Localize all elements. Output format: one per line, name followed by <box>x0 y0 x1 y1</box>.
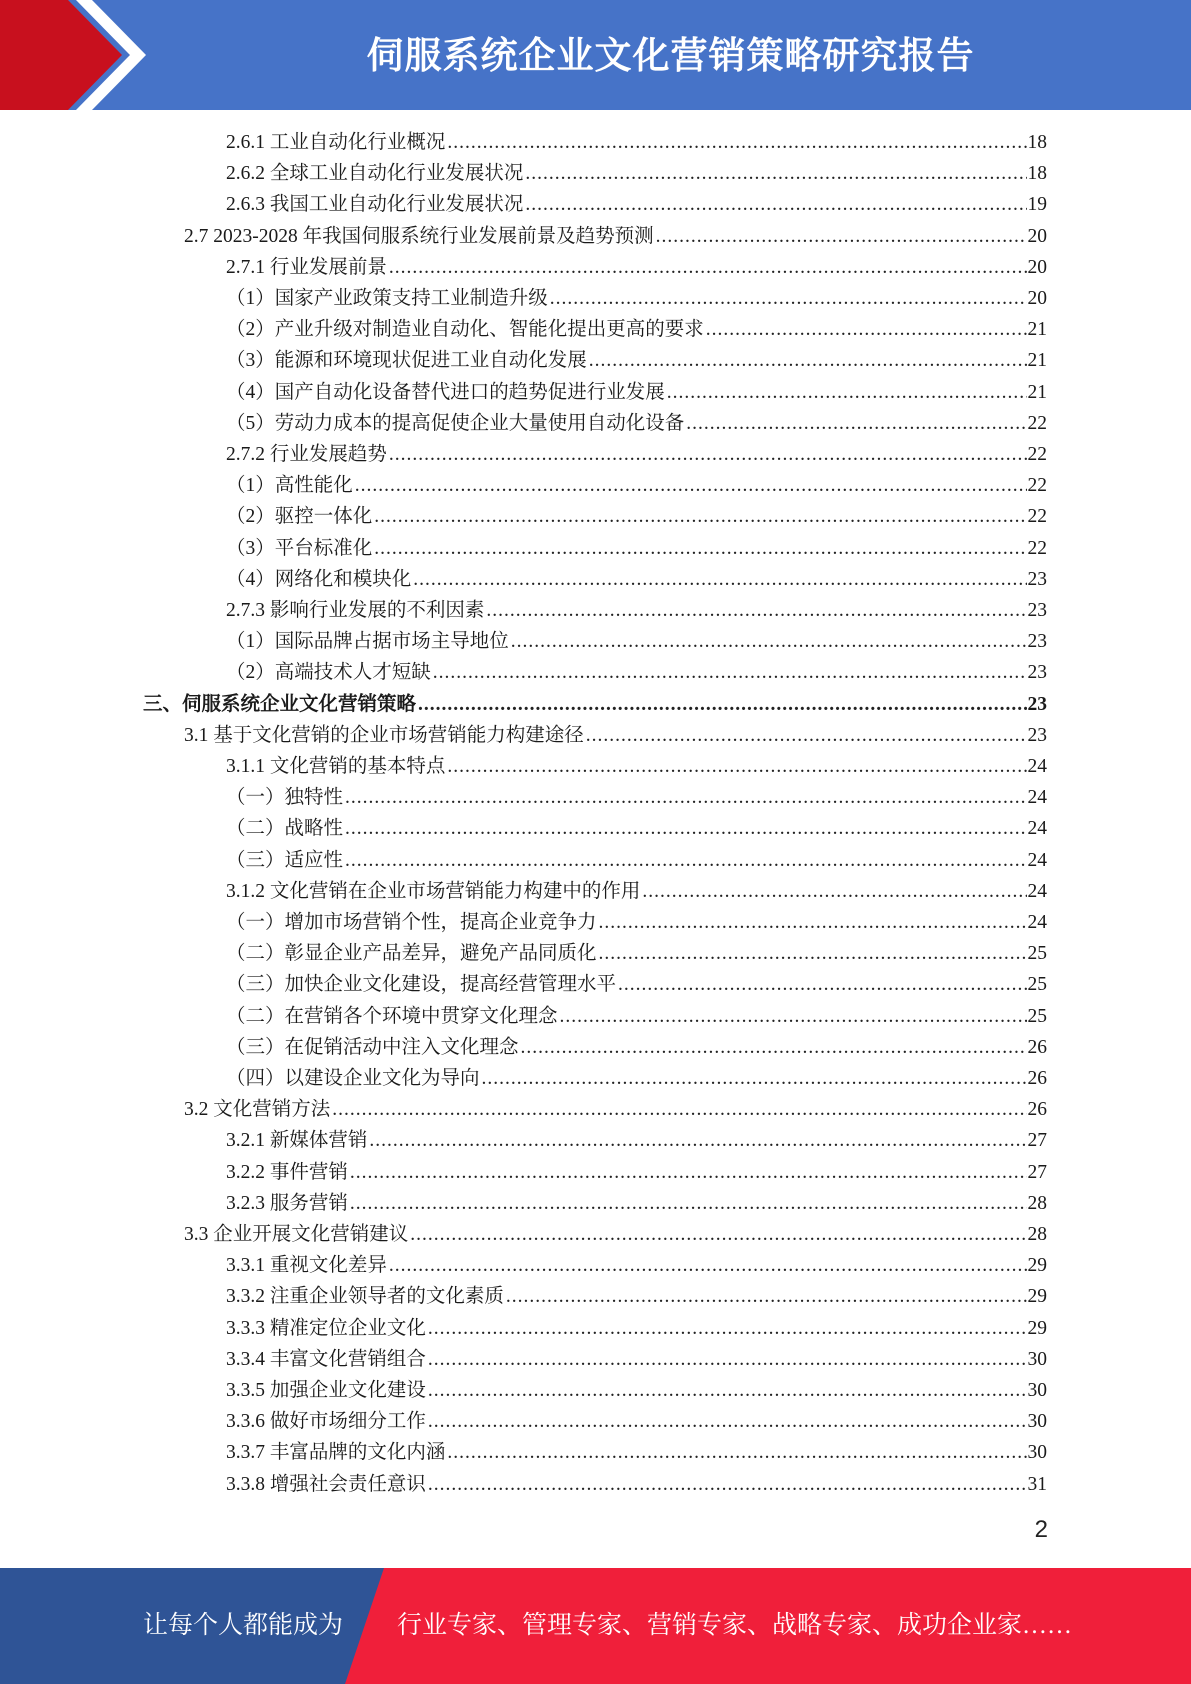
toc-entry[interactable] <box>143 689 1047 720</box>
toc-dot-leader <box>550 283 1027 314</box>
toc-entry-label: （二）彰显企业产品差异，避免产品同质化 <box>226 943 597 965</box>
toc-entry-page: 26 <box>1027 1068 1047 1089</box>
toc-entry-page: 30 <box>1027 1411 1047 1433</box>
toc-entry-page: 20 <box>1027 225 1047 247</box>
toc-entry-label: （2）产业升级对制造业自动化、智能化提出更高的要求 <box>226 319 704 341</box>
toc-entry-page: 28 <box>1027 1192 1047 1214</box>
toc-dot-leader <box>410 1219 1026 1250</box>
toc-entry-label: 3.3 企业开展文化营销建议 <box>184 1224 409 1245</box>
toc-entry-page: 25 <box>1027 1005 1047 1027</box>
toc-entry-page: 24 <box>1027 787 1047 809</box>
toc-entry[interactable] <box>226 533 1047 564</box>
toc-dot-leader <box>447 751 1026 782</box>
toc-entry[interactable] <box>226 564 1047 595</box>
toc-entry[interactable] <box>226 1406 1047 1437</box>
toc-dot-leader <box>369 1125 1026 1156</box>
toc-dot-leader <box>374 501 1026 532</box>
footer-slogan-left: 让每个人都能成为 <box>143 1612 344 1639</box>
toc-entry-page: 22 <box>1027 444 1047 465</box>
toc-entry-label: 3.1.2 文化营销在企业市场营销能力构建中的作用 <box>226 880 641 902</box>
toc-dot-leader <box>345 782 1026 813</box>
toc-entry-page: 22 <box>1027 475 1047 497</box>
toc-dot-leader <box>560 1001 1027 1032</box>
toc-dot-leader <box>345 813 1026 844</box>
toc-entry-page: 25 <box>1027 974 1047 996</box>
toc-entry-page: 23 <box>1027 568 1047 590</box>
toc-entry-label: 3.3.5 加强企业文化建设 <box>226 1380 426 1401</box>
toc-entry-label: （2）驱控一体化 <box>226 506 373 528</box>
toc-entry[interactable] <box>226 1281 1047 1312</box>
toc-entry-page: 23 <box>1027 662 1047 684</box>
footer-slogan-right: 行业专家、管理专家、营销专家、战略专家、成功企业家…… <box>397 1612 1073 1639</box>
report-title: 伺服系统企业文化营销策略研究报告 <box>366 34 975 77</box>
toc-entry-label: 3.1 基于文化营销的企业市场营销能力构建途径 <box>184 724 584 746</box>
toc-entry[interactable] <box>226 1469 1047 1500</box>
toc-dot-leader <box>599 938 1027 969</box>
toc-entry-label: 3.2.2 事件营销 <box>226 1161 348 1183</box>
toc-entry[interactable] <box>226 1032 1047 1063</box>
toc-dot-leader <box>413 564 1026 595</box>
toc-entry-label: 2.7.1 行业发展前景 <box>226 256 387 278</box>
toc-entry-page: 29 <box>1027 1286 1047 1308</box>
toc-entry[interactable] <box>226 782 1047 813</box>
toc-entry-label: （1）高性能化 <box>226 475 353 497</box>
toc-entry[interactable] <box>226 1157 1047 1188</box>
toc-entry[interactable] <box>226 345 1047 376</box>
toc-dot-leader <box>667 377 1027 408</box>
toc-dot-leader <box>706 314 1027 345</box>
toc-entry[interactable] <box>226 845 1047 876</box>
toc-entry[interactable] <box>226 408 1047 439</box>
toc-entry-page: 22 <box>1027 412 1047 434</box>
toc-dot-leader <box>525 158 1026 189</box>
toc-entry-label: （四）以建设企业文化为导向 <box>226 1068 480 1089</box>
toc-entry-page: 30 <box>1027 1348 1047 1370</box>
toc-entry-label: （3）平台标准化 <box>226 537 373 559</box>
toc-dot-leader <box>525 189 1026 220</box>
toc-entry[interactable] <box>184 720 1047 751</box>
toc-dot-leader <box>447 127 1026 158</box>
toc-dot-leader <box>599 907 1027 938</box>
toc-dot-leader <box>447 1437 1026 1468</box>
toc-dot-leader <box>350 1188 1027 1219</box>
toc-entry[interactable] <box>226 1250 1047 1281</box>
toc-entry-label: 3.2.3 服务营销 <box>226 1192 348 1214</box>
toc-entry-label: （3）能源和环境现状促进工业自动化发展 <box>226 350 587 372</box>
toc-entry-page: 24 <box>1027 912 1047 933</box>
toc-entry-label: 3.3.3 精准定位企业文化 <box>226 1317 426 1339</box>
toc-entry-page: 21 <box>1027 319 1047 341</box>
toc-entry-label: 3.3.7 丰富品牌的文化内涵 <box>226 1442 446 1464</box>
toc-entry-label: 2.6.1 工业自动化行业概况 <box>226 132 446 153</box>
toc-dot-leader <box>355 470 1027 501</box>
toc-entry[interactable] <box>226 377 1047 408</box>
toc-entry-label: 3.1.1 文化营销的基本特点 <box>226 756 446 777</box>
toc-entry-label: （一）独特性 <box>226 787 344 809</box>
toc-dot-leader <box>428 1313 1027 1344</box>
toc-entry[interactable] <box>184 1094 1047 1125</box>
toc-entry-label: 3.2.1 新媒体营销 <box>226 1130 368 1152</box>
toc-entry-label: （二）战略性 <box>226 818 344 840</box>
toc-entry[interactable] <box>184 1219 1047 1250</box>
toc-entry-label: （二）在营销各个环境中贯穿文化理念 <box>226 1005 558 1027</box>
toc-entry-page: 26 <box>1027 1099 1047 1121</box>
toc-dot-leader <box>350 1157 1027 1188</box>
toc-dot-leader <box>642 876 1026 907</box>
toc-entry[interactable] <box>226 595 1047 626</box>
toc-dot-leader <box>428 1375 1027 1406</box>
toc-entry[interactable] <box>226 189 1047 220</box>
page-number: 2 <box>1034 1516 1048 1543</box>
toc-dot-leader <box>618 969 1026 1000</box>
toc-entry-label: 三、伺服系统企业文化营销策略 <box>143 693 417 715</box>
toc-dot-leader <box>428 1469 1027 1500</box>
toc-entry-page: 22 <box>1027 537 1047 559</box>
toc-entry-label: （1）国际品牌占据市场主导地位 <box>226 631 509 653</box>
page-footer <box>0 1568 1191 1684</box>
toc-entry[interactable] <box>226 470 1047 501</box>
toc-entry-label: 3.3.8 增强社会责任意识 <box>226 1473 426 1495</box>
toc-entry[interactable] <box>226 938 1047 969</box>
toc-dot-leader <box>418 689 1026 720</box>
toc-dot-leader <box>521 1032 1027 1063</box>
toc-entry-page: 21 <box>1027 381 1047 403</box>
toc-dot-leader <box>511 626 1027 657</box>
toc-entry-label: 3.3.2 注重企业领导者的文化素质 <box>226 1286 504 1308</box>
toc-dot-leader <box>374 533 1026 564</box>
toc-entry-page: 21 <box>1027 350 1047 372</box>
toc-entry[interactable] <box>226 907 1047 938</box>
toc-entry-page: 20 <box>1027 256 1047 278</box>
toc-entry[interactable] <box>226 1375 1047 1406</box>
toc-entry-label: （一）增加市场营销个性，提高企业竞争力 <box>226 912 597 933</box>
toc-entry-label: （2）高端技术人才短缺 <box>226 662 431 684</box>
toc-entry-page: 29 <box>1027 1255 1047 1277</box>
toc-entry[interactable] <box>226 1344 1047 1375</box>
toc-entry-page: 25 <box>1027 943 1047 965</box>
toc-entry[interactable] <box>226 969 1047 1000</box>
toc-dot-leader <box>686 408 1026 439</box>
toc-entry[interactable] <box>226 813 1047 844</box>
toc-entry[interactable] <box>226 751 1047 782</box>
header-arrow-graphic <box>0 0 150 110</box>
toc-entry-page: 23 <box>1027 631 1047 653</box>
toc-entry-label: （5）劳动力成本的提高促使企业大量使用自动化设备 <box>226 412 685 434</box>
toc-entry[interactable] <box>226 626 1047 657</box>
toc-dot-leader <box>345 845 1026 876</box>
toc-entry-page: 31 <box>1027 1473 1047 1495</box>
toc-dot-leader <box>428 1344 1027 1375</box>
toc-dot-leader <box>389 252 1027 283</box>
toc-dot-leader <box>433 657 1027 688</box>
toc-entry-page: 29 <box>1027 1317 1047 1339</box>
toc-entry-page: 24 <box>1027 818 1047 840</box>
toc-entry[interactable] <box>226 1188 1047 1219</box>
toc-entry[interactable] <box>226 1437 1047 1468</box>
toc-dot-leader <box>332 1094 1026 1125</box>
toc-dot-leader <box>589 345 1027 376</box>
toc-entry-page: 22 <box>1027 506 1047 528</box>
toc-entry-label: 2.6.2 全球工业自动化行业发展状况 <box>226 163 524 185</box>
toc-entry[interactable] <box>226 501 1047 532</box>
toc-entry[interactable] <box>226 127 1047 158</box>
toc-entry-label: （三）加快企业文化建设，提高经营管理水平 <box>226 974 617 996</box>
toc-entry[interactable] <box>226 657 1047 688</box>
toc-entry-label: 2.7.2 行业发展趋势 <box>226 444 387 465</box>
toc-entry-page: 23 <box>1027 600 1047 621</box>
toc-dot-leader <box>586 720 1027 751</box>
toc-entry[interactable] <box>226 314 1047 345</box>
toc-entry-page: 23 <box>1027 724 1047 746</box>
toc-entry-label: （1）国家产业政策支持工业制造升级 <box>226 288 548 309</box>
toc-entry-label: （4）国产自动化设备替代进口的趋势促进行业发展 <box>226 381 665 403</box>
toc-entry[interactable] <box>226 1125 1047 1156</box>
toc-entry[interactable] <box>226 439 1047 470</box>
toc-entry-page: 24 <box>1027 880 1047 902</box>
toc-entry[interactable] <box>226 876 1047 907</box>
toc-entry-page: 20 <box>1027 288 1047 309</box>
toc-dot-leader <box>656 221 1027 252</box>
toc-entry-page: 30 <box>1027 1380 1047 1401</box>
toc-entry-page: 24 <box>1027 756 1047 777</box>
toc-dot-leader <box>486 595 1026 626</box>
toc-entry-page: 19 <box>1027 194 1047 216</box>
toc-entry-label: 2.7 2023-2028 年我国伺服系统行业发展前景及趋势预测 <box>184 225 654 247</box>
toc-dot-leader <box>506 1281 1027 1312</box>
toc-entry-label: 2.7.3 影响行业发展的不利因素 <box>226 600 485 621</box>
toc-entry-label: 3.2 文化营销方法 <box>184 1099 331 1121</box>
toc-entry-page: 18 <box>1027 132 1047 153</box>
toc-entry-page: 30 <box>1027 1442 1047 1464</box>
toc-entry[interactable] <box>184 221 1047 252</box>
toc-entry[interactable] <box>226 252 1047 283</box>
toc-dot-leader <box>389 1250 1027 1281</box>
toc-entry-label: 2.6.3 我国工业自动化行业发展状况 <box>226 194 524 216</box>
toc-entry[interactable] <box>226 1063 1047 1094</box>
toc-entry[interactable] <box>226 1001 1047 1032</box>
toc-entry-label: 3.3.1 重视文化差异 <box>226 1255 387 1277</box>
toc-entry-label: 3.3.6 做好市场细分工作 <box>226 1411 426 1433</box>
toc-entry-label: （4）网络化和模块化 <box>226 568 412 590</box>
toc-entry-page: 28 <box>1027 1224 1047 1245</box>
toc-entry[interactable] <box>226 158 1047 189</box>
toc-entry[interactable] <box>226 1313 1047 1344</box>
toc-dot-leader <box>389 439 1027 470</box>
page-header <box>0 0 1191 110</box>
toc-dot-leader <box>482 1063 1027 1094</box>
toc-entry-page: 26 <box>1027 1036 1047 1058</box>
toc-entry-label: （三）在促销活动中注入文化理念 <box>226 1036 519 1058</box>
toc-entry-page: 27 <box>1027 1130 1047 1152</box>
toc-entry-page: 23 <box>1027 693 1047 715</box>
toc-entry-page: 24 <box>1027 849 1047 871</box>
toc-entry-page: 27 <box>1027 1161 1047 1183</box>
toc-dot-leader <box>428 1406 1027 1437</box>
toc-entry-label: 3.3.4 丰富文化营销组合 <box>226 1348 426 1370</box>
toc-entry-page: 18 <box>1027 163 1047 185</box>
toc-entry[interactable] <box>226 283 1047 314</box>
toc-entry-label: （三）适应性 <box>226 849 344 871</box>
